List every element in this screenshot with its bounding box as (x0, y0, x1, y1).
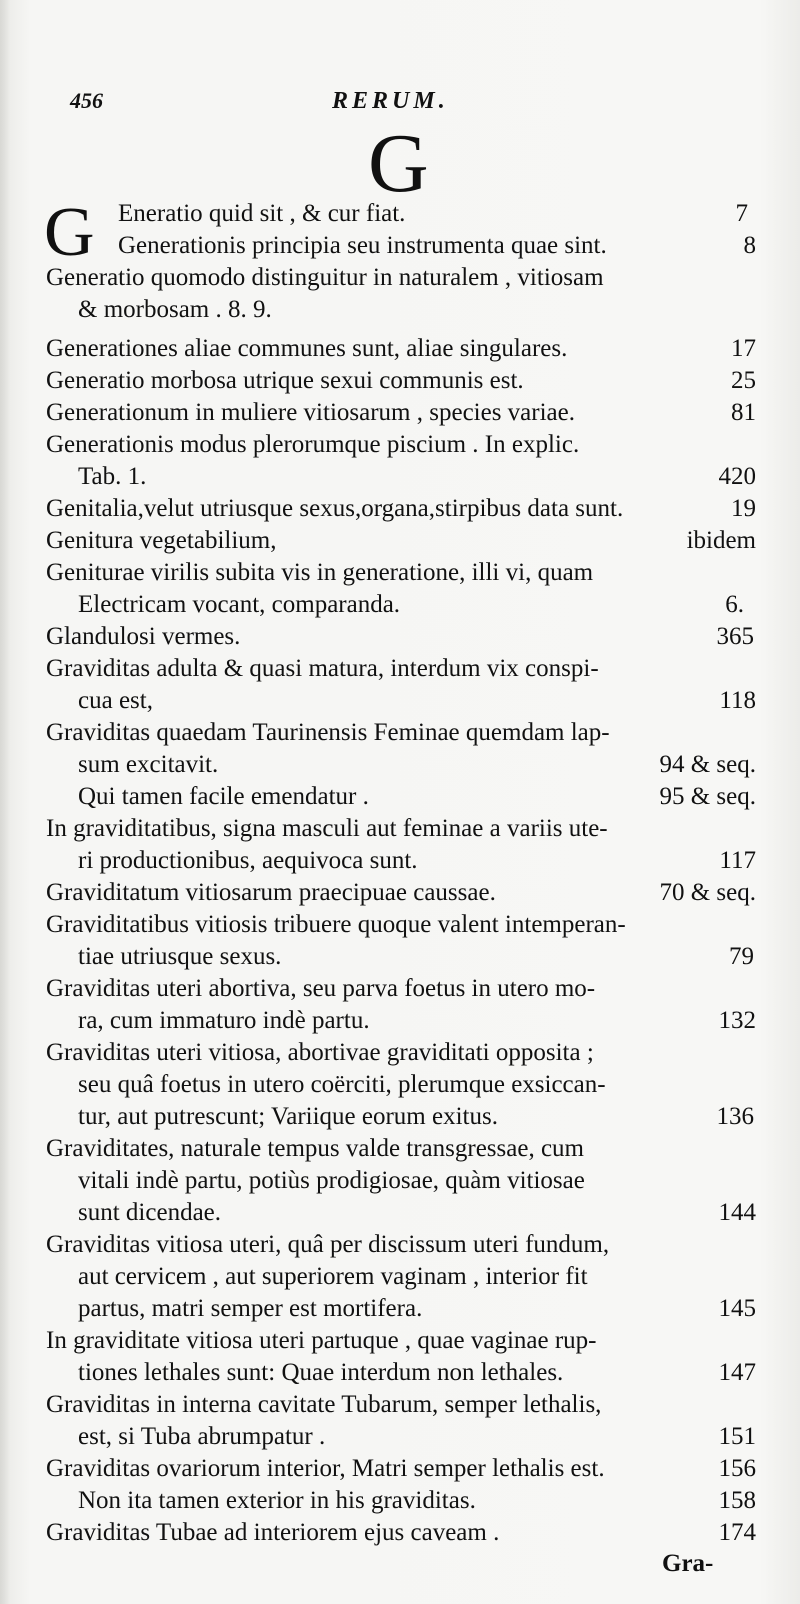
entry-reference: 158 (718, 1487, 756, 1514)
entry-text: est, si Tuba abrumpatur . (78, 1423, 326, 1450)
drop-cap-initial: G (44, 194, 95, 271)
entry-text: Graviditas uteri vitiosa, abortivae graviditati opposita ; (46, 1039, 594, 1066)
entry-reference: ibidem (686, 527, 756, 554)
entry-reference: 70 & seq. (659, 879, 756, 906)
index-entry (46, 1517, 756, 1549)
entry-text: Graviditas vitiosa uteri, quâ per discissum uteri fundum, (46, 1231, 610, 1258)
entry-text: & morbosam . 8. 9. (78, 296, 272, 323)
index-entry (78, 1101, 754, 1133)
index-entry (46, 365, 756, 397)
entry-text: Generatio morbosa utrique sexui communis est. (46, 367, 524, 394)
entry-text: sum excitavit. (78, 751, 219, 778)
entry-text: partus, matri semper est mortifera. (78, 1295, 423, 1322)
entry-reference: 365 (716, 623, 754, 650)
entry-reference: 145 (718, 1295, 756, 1322)
index-entry (78, 845, 756, 877)
section-letter: G (368, 117, 429, 210)
entry-reference: 118 (719, 687, 756, 714)
entry-text: Graviditas ovariorum interior, Matri semper lethalis est. (46, 1455, 605, 1482)
index-entry (46, 1325, 756, 1357)
entry-reference: 420 (718, 463, 756, 490)
entry-reference: 17 (731, 335, 756, 362)
index-entry (46, 813, 756, 845)
index-entry (78, 1357, 756, 1389)
entry-text: In graviditate vitiosa uteri partuque , quae vaginae rup- (46, 1327, 597, 1354)
entry-reference: 174 (718, 1519, 756, 1546)
index-entry (46, 397, 756, 429)
index-entry (46, 621, 754, 653)
entry-reference: 25 (731, 367, 756, 394)
entry-reference: 6. (725, 591, 744, 618)
entry-text: Geniturae virilis subita vis in generatione, illi vi, quam (46, 559, 594, 586)
page-number: 456 (70, 88, 103, 113)
entry-reference: 117 (719, 847, 756, 874)
index-entry (46, 909, 756, 941)
entry-reference: 79 (729, 943, 754, 970)
index-entry (46, 717, 756, 749)
entry-text: Graviditatum vitiosarum praecipuae caussae. (46, 879, 496, 906)
index-entry (46, 557, 756, 589)
entry-reference: 81 (731, 399, 756, 426)
index-entry (46, 1389, 756, 1421)
entry-text: Electricam vocant, comparanda. (78, 591, 401, 618)
entry-text: Genitalia,velut utriusque sexus,organa,stirpibus data sunt. (46, 495, 624, 522)
entry-reference: 151 (718, 1423, 756, 1450)
entry-reference: 19 (731, 495, 756, 522)
entry-text: Graviditas Tubae ad interiorem ejus caveam . (46, 1519, 500, 1546)
index-entry (78, 1005, 756, 1037)
index-entry (78, 1421, 756, 1453)
index-entry (118, 230, 756, 262)
entry-text: Qui tamen facile emendatur . (78, 783, 369, 810)
index-entry (78, 781, 756, 813)
entry-text: Graviditas in interna cavitate Tubarum, semper lethalis, (46, 1391, 602, 1418)
entry-text: Tab. 1. (78, 463, 147, 490)
running-title: RERUM. (332, 88, 449, 114)
index-entry (46, 973, 756, 1005)
index-entry (46, 333, 756, 365)
index-entry (46, 1133, 756, 1165)
catchword: Gra- (662, 1550, 714, 1577)
entry-reference: 7 (735, 200, 748, 227)
index-entry (78, 1485, 756, 1517)
entry-text: Graviditas quaedam Taurinensis Feminae quemdam lap- (46, 719, 610, 746)
entry-text: ri productionibus, aequivoca sunt. (78, 847, 418, 874)
index-entry (78, 1165, 756, 1197)
entry-reference: 132 (718, 1007, 756, 1034)
index-entry (78, 1261, 756, 1293)
index-entry (46, 1229, 756, 1261)
entry-text: Generationum in muliere vitiosarum , species variae. (46, 399, 575, 426)
index-entry (78, 294, 746, 326)
index-entry (78, 1197, 756, 1229)
entry-text: Graviditas uteri abortiva, seu parva foetus in utero mo- (46, 975, 596, 1002)
entry-text: Generatio quomodo distinguitur in naturalem , vitiosam (46, 264, 604, 291)
entry-reference: 147 (718, 1359, 756, 1386)
entry-text: sunt dicendae. (78, 1199, 222, 1226)
entry-reference: 8 (743, 232, 756, 259)
entry-text: cua est, (78, 687, 153, 714)
index-entry (46, 877, 756, 909)
entry-text: Genitura vegetabilium, (46, 527, 277, 554)
entry-reference: 136 (716, 1103, 754, 1130)
index-entry (118, 198, 748, 230)
entry-text: Graviditas adulta & quasi matura, interdum vix conspi- (46, 655, 599, 682)
entry-text: Generationis principia seu instrumenta quae sint. (118, 232, 607, 259)
entry-text: Graviditatibus vitiosis tribuere quoque valent intemperan- (46, 911, 626, 938)
index-entry (46, 493, 756, 525)
entry-reference: 144 (718, 1199, 756, 1226)
index-entry (78, 941, 754, 973)
index-entry (46, 525, 756, 557)
index-entry (46, 1037, 756, 1069)
index-entry (78, 461, 756, 493)
index-entry (46, 262, 746, 294)
entry-text: tiae utriusque sexus. (78, 943, 282, 970)
entry-text: seu quâ foetus in utero coërciti, plerumque exsiccan- (78, 1071, 606, 1098)
entry-text: aut cervicem , aut superiorem vaginam , interior fit (78, 1263, 588, 1290)
index-entry (78, 685, 756, 717)
entry-text: In graviditatibus, signa masculi aut feminae a variis ute- (46, 815, 608, 842)
entry-reference: 95 & seq. (659, 783, 756, 810)
entry-text: tur, aut putrescunt; Variique eorum exitus. (78, 1103, 498, 1130)
index-entry (78, 589, 744, 621)
entry-reference: 156 (718, 1455, 756, 1482)
entry-text: Non ita tamen exterior in his graviditas. (78, 1487, 476, 1514)
entry-text: vitali indè partu, potiùs prodigiosae, quàm vitiosae (78, 1167, 585, 1194)
index-entry (46, 429, 756, 461)
entry-text: Generationes aliae communes sunt, aliae singulares. (46, 335, 568, 362)
entry-text: Generationis modus plerorumque piscium . In explic. (46, 431, 580, 458)
index-entry (78, 749, 756, 781)
entry-text: Glandulosi vermes. (46, 623, 241, 650)
index-entry (46, 1453, 756, 1485)
index-entry (46, 653, 756, 685)
entry-text: ra, cum immaturo indè partu. (78, 1007, 370, 1034)
entry-reference: 94 & seq. (659, 751, 756, 778)
index-entry (78, 1293, 756, 1325)
entry-text: tiones lethales sunt: Quae interdum non lethales. (78, 1359, 564, 1386)
entry-text: Eneratio quid sit , & cur fiat. (118, 200, 406, 227)
entry-text: Graviditates, naturale tempus valde transgressae, cum (46, 1135, 585, 1162)
index-entry (78, 1069, 756, 1101)
